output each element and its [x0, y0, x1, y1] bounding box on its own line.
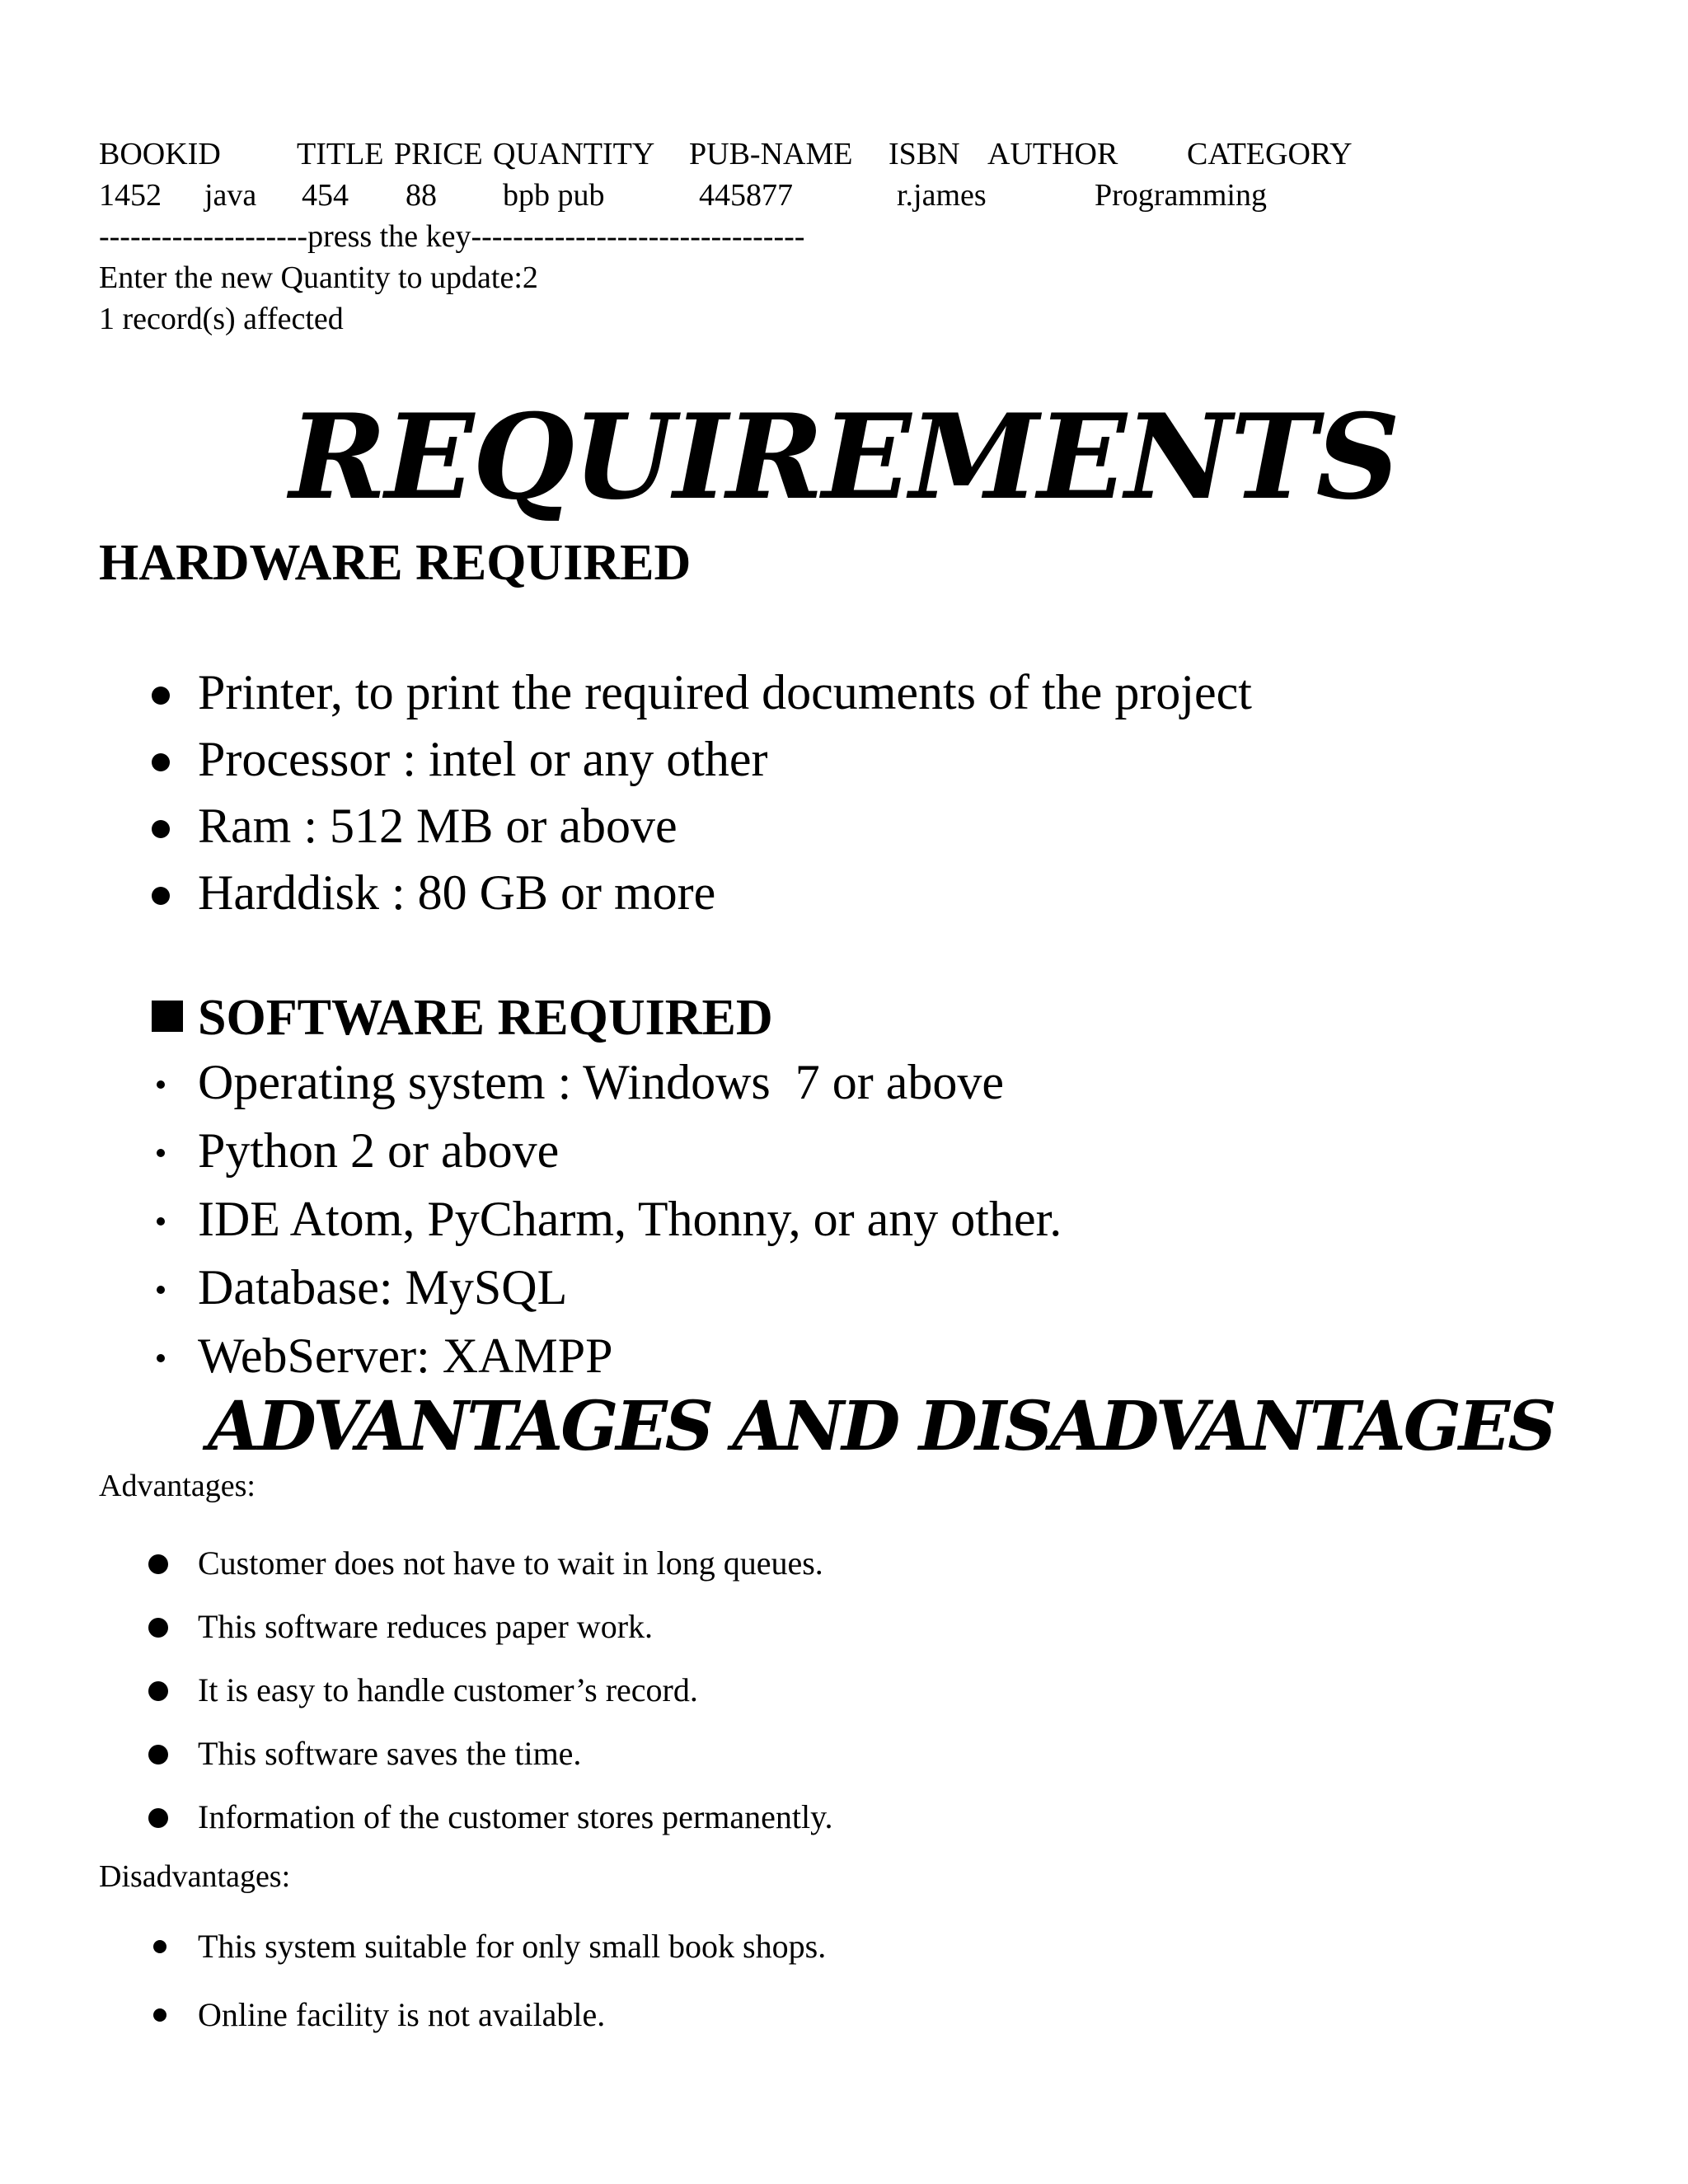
advantage-item-text: It is easy to handle customer’s record. [198, 1671, 698, 1708]
header-category: CATEGORY [1187, 137, 1353, 171]
bullet-icon [157, 1080, 165, 1089]
list-item [99, 1185, 1582, 1254]
header-pubname: PUB-NAME [689, 137, 853, 171]
bullet-icon [153, 1940, 166, 1953]
advantage-item-text: Customer does not have to wait in long queues. [198, 1544, 823, 1582]
bullet-icon [153, 2008, 166, 2022]
bullet-icon [148, 1618, 168, 1638]
software-heading: SOFTWARE REQUIRED [198, 990, 773, 1046]
list-item [99, 1117, 1582, 1185]
list-item [99, 1322, 1582, 1390]
advantages-list [99, 1531, 1582, 1849]
console-result: 1 record(s) affected [99, 302, 344, 336]
list-item [99, 793, 1582, 860]
cell-quantity: 88 [406, 178, 437, 213]
square-bullet-icon [152, 1001, 183, 1032]
advantage-item-text: Information of the customer stores permanently. [198, 1798, 833, 1835]
bullet-icon [157, 1286, 165, 1294]
bullet-icon [148, 1745, 168, 1765]
list-item [99, 1785, 1582, 1849]
console-header-row [99, 138, 1418, 173]
list-item [99, 1254, 1582, 1322]
requirements-title: REQUIREMENTS [289, 389, 1399, 526]
hardware-item-text: Ram : 512 MB or above [198, 799, 678, 853]
software-heading-row [99, 989, 1253, 1047]
hardware-item-text: Printer, to print the required documents of the project [198, 665, 1252, 719]
bullet-icon [148, 1554, 168, 1574]
disadvantage-item-text: Online facility is not available. [198, 1996, 606, 2033]
cell-isbn: 445877 [699, 178, 793, 213]
cell-title: java [204, 178, 257, 213]
cell-author: r.james [897, 178, 987, 213]
hardware-item-text: Processor : intel or any other [198, 732, 768, 786]
advantages-disadvantages-title: ADVANTAGES AND DISADVANTAGES [208, 1387, 1554, 1466]
bullet-icon [148, 1681, 168, 1701]
cell-bookid: 1452 [99, 178, 162, 213]
cell-pubname: bpb pub [503, 178, 605, 213]
advantage-item-text: This software saves the time. [198, 1735, 582, 1772]
list-item [99, 1048, 1582, 1117]
bullet-icon [152, 753, 170, 771]
bullet-icon [148, 1808, 168, 1828]
list-item [99, 1531, 1582, 1595]
advantages-label: Advantages: [99, 1469, 256, 1503]
software-item-text: IDE Atom, PyCharm, Thonny, or any other. [198, 1192, 1062, 1246]
list-item [99, 659, 1582, 726]
bullet-icon [157, 1217, 165, 1226]
software-item-text: Operating system : Windows 7 or above [198, 1055, 1004, 1109]
software-list [99, 1048, 1582, 1390]
cell-price: 454 [302, 178, 349, 213]
disadvantages-label: Disadvantages: [99, 1859, 291, 1894]
console-separator: --------------------press the key-------------------------------- [99, 219, 805, 254]
software-item-text: WebServer: XAMPP [198, 1329, 613, 1383]
list-item [99, 726, 1582, 793]
list-item [99, 1658, 1582, 1722]
header-price: PRICE [394, 137, 483, 171]
list-item [99, 860, 1582, 926]
hardware-list [99, 659, 1582, 926]
hardware-item-text: Harddisk : 80 GB or more [198, 865, 716, 920]
header-quantity: QUANTITY [493, 137, 655, 171]
cell-category: Programming [1095, 178, 1267, 213]
header-title: TITLE [297, 137, 384, 171]
bullet-icon [152, 820, 170, 838]
disadvantages-list [99, 1912, 1582, 2049]
list-item [99, 1722, 1582, 1785]
bullet-icon [157, 1354, 165, 1362]
bullet-icon [152, 687, 170, 705]
hardware-heading: HARDWARE REQUIRED [99, 535, 692, 591]
header-author: AUTHOR [987, 137, 1118, 171]
bullet-icon [152, 887, 170, 905]
header-isbn: ISBN [889, 137, 960, 171]
software-item-text: Database: MySQL [198, 1260, 568, 1315]
list-item [99, 1595, 1582, 1658]
console-prompt: Enter the new Quantity to update:2 [99, 260, 538, 295]
header-bookid: BOOKID [99, 137, 221, 171]
disadvantage-item-text: This system suitable for only small book shops. [198, 1928, 827, 1965]
software-item-text: Python 2 or above [198, 1123, 560, 1178]
list-item [99, 1980, 1582, 2049]
list-item [99, 1912, 1582, 1980]
console-data-row [99, 180, 1418, 214]
advantage-item-text: This software reduces paper work. [198, 1608, 654, 1645]
bullet-icon [157, 1149, 165, 1157]
